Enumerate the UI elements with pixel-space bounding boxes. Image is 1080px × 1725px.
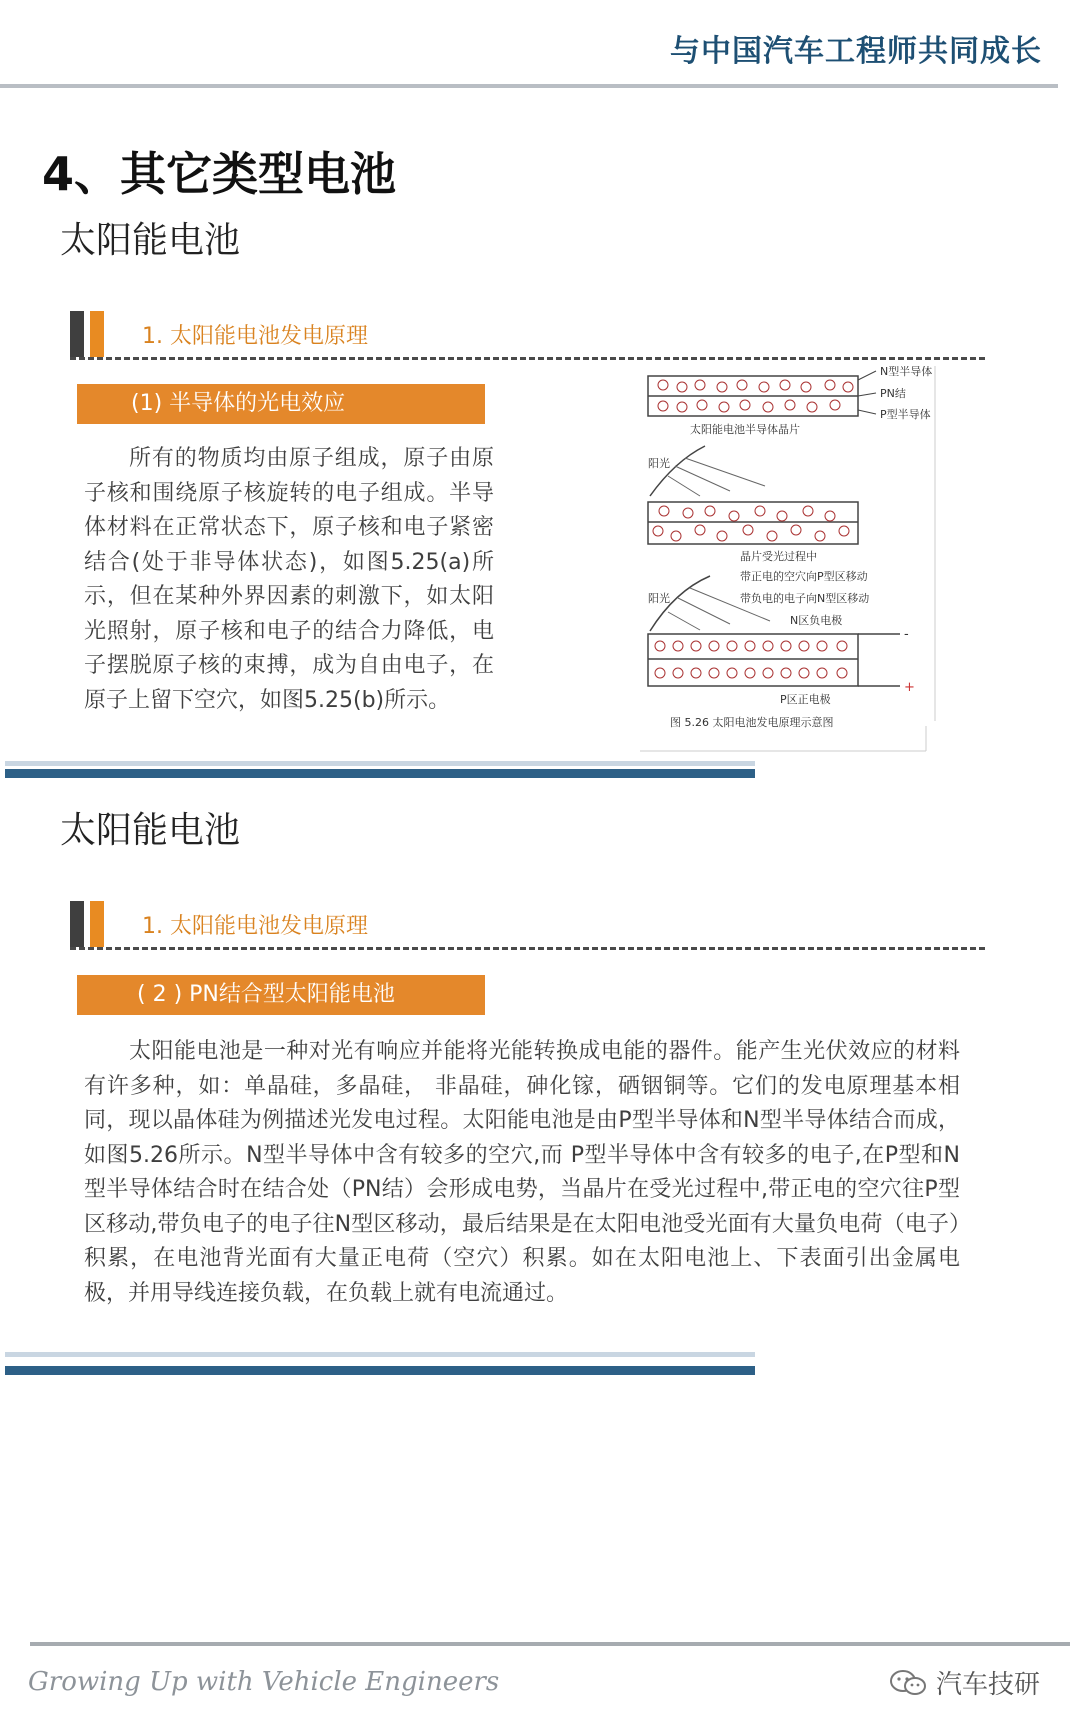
label-sunlight-1: 阳光 — [648, 457, 670, 470]
header-slogan: 与中国汽车工程师共同成长 — [670, 34, 1042, 69]
label-p-electrode: P区正电极 — [780, 693, 831, 706]
label-minus-sign: - — [904, 627, 909, 642]
figure-solar-cell-diagram — [630, 366, 940, 756]
slide1-heading: 太阳能电池 — [60, 220, 241, 261]
footer-brand — [888, 1664, 1040, 1701]
label-n-electrode: N区负电极 — [790, 614, 843, 627]
slide2-section-bar — [70, 901, 985, 949]
slide2-paragraph: 太阳能电池是一种对光有响应并能将光能转换成电能的器件。能产生光伏效应的材料有许多种，如：单晶硅，多晶硅， 非晶硅，砷化镓，硒铟铜等。它们的发电原理基本相同，现以晶体硅为例描述光发电过程。太阳能电池是由P型半导体和N型半导体结合而成，如图5.26所示。N型半导体中含有较多的空穴,而 P型半导体中含有较多的电子,在P型和N型半导体结合时在结合处（PN结）会形成电势，当晶片在受光过程中,带正电的空穴往P型区移动,带负电子的电子往N型区移动，最后结果是在太阳电池受光面有大量负电荷（电子）积累，在电池背光面有大量正电荷（空穴）积累。如在太阳电池上、下表面引出金属电极，并用导线连接负载，在负载上就有电流通过。 — [84, 1039, 960, 1306]
label-pn-junction: PN结 — [880, 387, 906, 400]
label-p-type: P型半导体 — [880, 408, 931, 421]
section-marker-dark — [70, 901, 84, 947]
page-title: 4、其它类型电池 — [42, 147, 397, 201]
footer-slogan: Growing Up with Vehicle Engineers — [28, 1667, 500, 1697]
header-divider — [0, 84, 1058, 88]
footer-brand-name: 汽车技研 — [935, 1670, 1040, 1700]
label-sunlight-2: 阳光 — [648, 592, 670, 605]
label-wafer-light: 晶片受光过程中 — [740, 550, 817, 563]
slide1-subsection-box — [77, 384, 485, 424]
solar-cell-diagram-svg — [630, 366, 940, 756]
slide2-divider-dark — [5, 1366, 755, 1375]
label-hole-move: 带正电的空穴向P型区移动 — [740, 570, 868, 583]
section-dashed-rule — [70, 357, 985, 360]
slide1-divider-dark — [5, 769, 755, 778]
slide2-divider-light — [5, 1352, 755, 1357]
slide2-heading: 太阳能电池 — [60, 810, 241, 851]
slide1-divider-light — [5, 761, 755, 766]
label-n-type: N型半导体 — [880, 366, 933, 378]
slide1-section-bar — [70, 311, 985, 359]
label-plus-sign: + — [904, 680, 915, 695]
section-dashed-rule — [70, 947, 985, 950]
slide2-subsection-box — [77, 975, 485, 1015]
section-marker-orange — [90, 901, 104, 947]
slide2-section-label: 1. 太阳能电池发电原理 — [142, 914, 368, 939]
figure-caption: 图 5.26 太阳电池发电原理示意图 — [670, 716, 834, 729]
footer-divider — [30, 1642, 1070, 1646]
slide2-subsection-label: ( 2 ) PN结合型太阳能电池 — [137, 982, 395, 1007]
wechat-icon — [888, 1668, 928, 1698]
slide1-paragraph: 所有的物质均由原子组成，原子由原子核和围绕原子核旋转的电子组成。半导体材料在正常状态下，原子核和电子紧密结合(处于非导体状态)，如图5.25(a)所示，但在某种外界因素的刺激下，如太阳光照射，原子核和电子的结合力降低，电子摆脱原子核的束搏，成为自由电子，在原子上留下空穴，如图5.25(b)所示。 — [84, 446, 494, 713]
section-marker-orange — [90, 311, 104, 357]
label-wafer: 太阳能电池半导体晶片 — [690, 423, 800, 436]
slide1-section-label: 1. 太阳能电池发电原理 — [142, 324, 368, 349]
label-electron-move: 带负电的电子向N型区移动 — [740, 592, 870, 605]
slide1-subsection-label: (1) 半导体的光电效应 — [131, 391, 346, 416]
section-marker-dark — [70, 311, 84, 357]
